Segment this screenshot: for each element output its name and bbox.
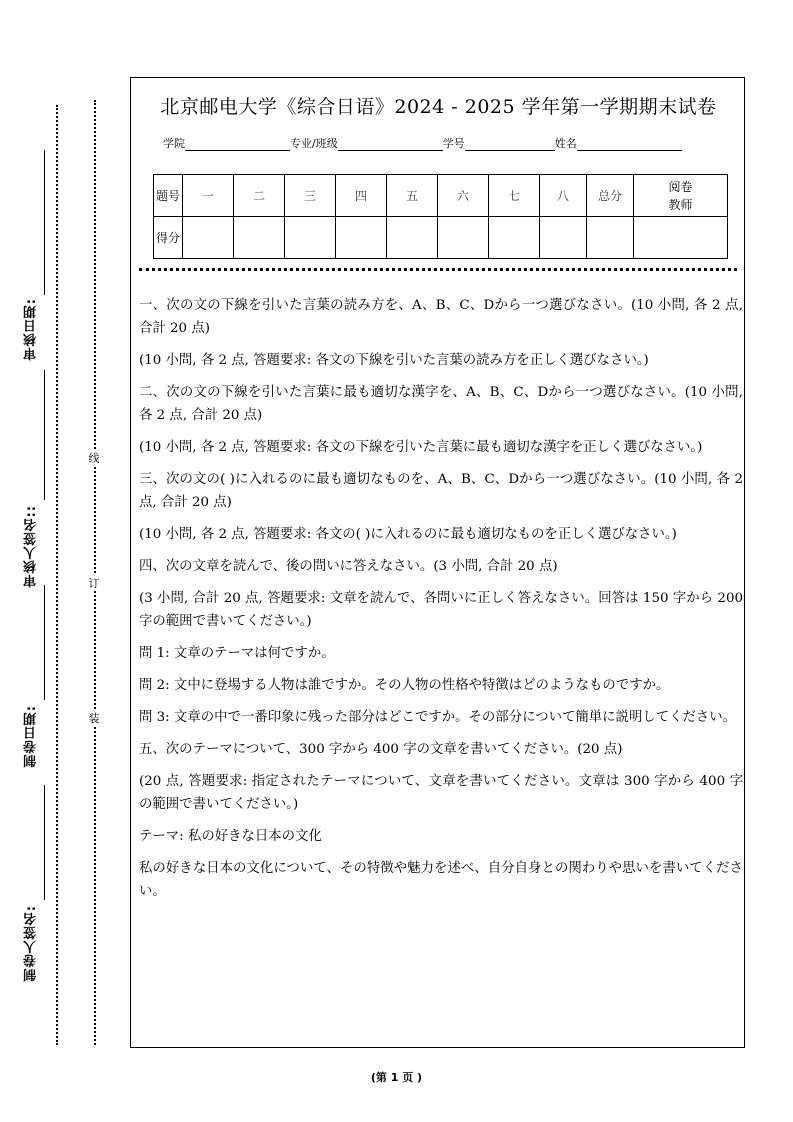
- binding-char-ding: 订: [86, 575, 102, 591]
- college-input[interactable]: [185, 138, 290, 151]
- question-5: 五、次のテーマについて、300 字から 400 字の文章を書いてください。(20 点): [139, 742, 623, 757]
- essay-instruction: 私の好きな日本の文化について、その特徴や魅力を述べ、自分自身との関わりや思いを書いてください。: [139, 861, 743, 899]
- question-2: 二、次の文の下線を引いた言葉に最も適切な漢字を、A、B、C、Dから一つ選びなさい。(10 小問, 各 2 点, 合計 20 点): [139, 385, 743, 423]
- sub-question-3: 問 3: 文章の中で一番印象に残った部分はどこですか。その部分について簡単に説明してください。: [139, 710, 737, 725]
- exam-title: 北京邮电大学《综合日语》2024 - 2025 学年第一学期期末试卷: [160, 96, 717, 118]
- review-date-label: 审核日期:: [24, 298, 39, 361]
- question-3: 三、次の文の( )に入れるのに最も適切なものを、A、B、C、Dから一つ選びなさい。(10 小問, 各 2 点, 合計 20 点): [139, 472, 743, 510]
- question-1: 一、次の文の下線を引いた言葉の読み方を、A、B、C、Dから一つ選びなさい。(10 小問, 各 2 点, 合計 20 点): [139, 298, 743, 336]
- score-col-7: 七: [489, 175, 540, 217]
- score-table: [153, 174, 728, 259]
- reviewer-sign-line: [44, 370, 45, 500]
- page-number: (第 1 页 ): [370, 1071, 423, 1084]
- score-cell[interactable]: [387, 217, 438, 259]
- score-col-total: 总分: [587, 175, 634, 217]
- field-label-student-id: 学号: [442, 137, 465, 150]
- student-info-row: [163, 135, 682, 151]
- exam-frame: [130, 77, 745, 1048]
- maker-sign-label: 制卷人签名:: [24, 905, 39, 982]
- score-cell[interactable]: [438, 217, 489, 259]
- question-4-requirement: (3 小問, 合計 20 点, 答題要求: 文章を読んで、各問いに正しく答えなさい。回答は 150 字から 200 字の範囲で書いてください。): [139, 591, 743, 629]
- question-1-requirement: (10 小問, 各 2 点, 答題要求: 各文の下線を引いた言葉の読み方を正しく選びなさい。): [139, 353, 649, 368]
- field-label-major-class: 专业/班级: [290, 137, 338, 150]
- score-row-label-score: 得分: [154, 217, 183, 259]
- essay-theme: テーマ: 私の好きな日本の文化: [139, 829, 322, 844]
- question-2-requirement: (10 小問, 各 2 点, 答題要求: 各文の下線を引いた言葉に最も適切な漢字を正しく選びなさい。): [139, 440, 703, 455]
- score-cell[interactable]: [489, 217, 540, 259]
- score-cell[interactable]: [183, 217, 234, 259]
- major-class-input[interactable]: [338, 138, 443, 151]
- field-label-name: 姓名: [554, 137, 577, 150]
- score-col-3: 三: [285, 175, 336, 217]
- reviewer-sign-label: 审核人签名::: [24, 505, 39, 588]
- score-col-8: 八: [540, 175, 587, 217]
- student-id-input[interactable]: [465, 138, 555, 151]
- name-input[interactable]: [577, 138, 682, 151]
- maker-date-label: 制卷日期:: [24, 705, 39, 768]
- question-3-requirement: (10 小問, 各 2 点, 答題要求: 各文の( )に入れるのに最も適切なものを正しく選びなさい。): [139, 527, 677, 542]
- field-label-college: 学院: [163, 137, 185, 150]
- review-date-line: [44, 150, 45, 295]
- score-cell[interactable]: [540, 217, 587, 259]
- score-col-6: 六: [438, 175, 489, 217]
- sub-question-2: 問 2: 文中に登場する人物は誰ですか。その人物の性格や特徴はどのようなものですか。: [139, 678, 670, 693]
- grader-label: 阅卷教师: [668, 179, 693, 212]
- maker-date-line: [44, 585, 45, 700]
- binding-dotted-line: [94, 100, 96, 1045]
- score-col-4: 四: [336, 175, 387, 217]
- score-col-1: 一: [183, 175, 234, 217]
- score-cell[interactable]: [634, 217, 728, 259]
- maker-sign-line: [44, 785, 45, 900]
- score-cell[interactable]: [285, 217, 336, 259]
- question-content: [139, 294, 743, 912]
- score-col-2: 二: [234, 175, 285, 217]
- score-col-grader: [634, 175, 728, 217]
- score-cell[interactable]: [234, 217, 285, 259]
- score-cell[interactable]: [587, 217, 634, 259]
- score-row-label-question: 题号: [154, 175, 183, 217]
- binding-char-zhuang: 装: [86, 710, 102, 726]
- sub-question-1: 問 1: 文章のテーマは何ですか。: [139, 646, 335, 661]
- left-dotted-line: [56, 105, 58, 1045]
- binding-char-line: 线: [86, 450, 102, 466]
- section-separator: [139, 268, 737, 271]
- question-4: 四、次の文章を読んで、後の問いに答えなさい。(3 小問, 合計 20 点): [139, 559, 558, 574]
- score-col-5: 五: [387, 175, 438, 217]
- question-5-requirement: (20 点, 答題要求: 指定されたテーマについて、文章を書いてください。文章は 300 字から 400 字の範囲で書いてください。): [139, 774, 743, 812]
- score-cell[interactable]: [336, 217, 387, 259]
